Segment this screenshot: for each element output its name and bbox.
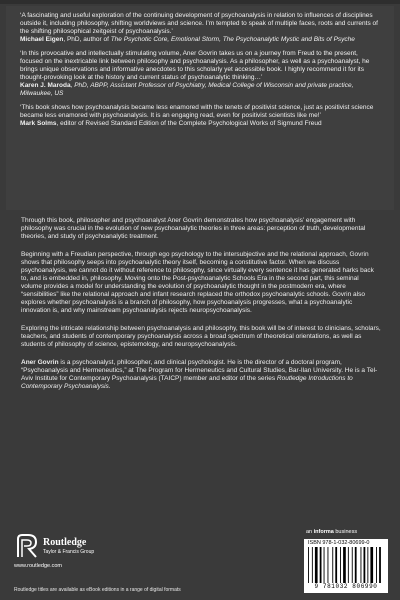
footer: [0, 527, 400, 600]
barcode-icon: [308, 547, 384, 583]
informa-prefix: an: [306, 529, 314, 535]
publisher-name: Routledge: [43, 537, 87, 548]
author-bio: [21, 359, 381, 391]
bio-text: is a psychoanalyst, philosopher, and clinical psychologist. He is the director of a doctoral program, “Psychoanalysis and Hermeneutics,” at The Program for Hermeneutics and Cultural Studies, Bar-Ilan University. He is a Tel-Aviv Institute for Contemporary Psychoanalysis (TAICP) member and editor of the series: [21, 359, 378, 382]
quote-attribution: [20, 120, 380, 128]
quote-author: Michael Eigen: [20, 36, 64, 43]
description-paragraph: Beginning with a Freudian perspective, through ego psychology to the intersubjective and the relational approach, Govrin shows that philosophy seeps into psychoanalytic theory itself, becoming a constitutive factor. When we discuss psychoanalysis, we cannot do it without reference to philosophy, since virtually every sentence it has generated harks back to, and is embedded in, philosophy. Moving onto the Post-psychoanalytic Schools Era in the second part, this seminal volume provides a model for understanding the evolution of psychoanalytic thought in the postmodern era, where “sensibilities” like the relational approach and infant research replaced the orthodox psychoanalytic schools. Govrin also explores whether psychoanalysis is a branch of philosophy, how psychoanalysis progresses, what a psychoanalytic innovation is, and why mainstream psychoanalysis rejects neuropsychoanalysis.: [21, 251, 374, 314]
informa-suffix: business: [333, 529, 358, 535]
quote-credential: , editor of Revised Standard Edition of the Complete Psychological Works of Sigmund Freud: [56, 120, 322, 127]
quote-text: ‘A fascinating and useful exploration of the continuing development of psychoanalysis in relation to influences of disciplines outside it, including philosophy, shifting worldviews and science. I’m tempted to speak of multiple faces, roots and currents of the shifting philosophical zeitgeist of psychoanalysis.’: [20, 12, 378, 35]
quote-attribution: [20, 82, 380, 98]
bio-end: .: [108, 383, 111, 390]
publisher-subtitle: Taylor & Francis Group: [43, 549, 95, 555]
quote-credential: , PhD, ABPP, Assistant Professor of Psychiatry, Medical College of Wisconsin and private practice, Milwaukee, US: [20, 82, 354, 97]
ebook-note: Routledge titles are available as eBook editions in a range of digital formats: [14, 587, 181, 593]
description-paragraph: Through this book, philosopher and psychoanalyst Aner Govrin demonstrates how psychoanalysis’ engagement with philosophy was crucial in the evolution of new psychoanalytic theories in three areas: perception of truth, developmental theories, and study of psychoanalytic treatment.: [21, 217, 366, 240]
author-name: Aner Govrin: [21, 359, 59, 366]
quote-author: Karen J. Maroda: [20, 82, 71, 89]
barcode-box: [304, 539, 388, 593]
description-paragraph: Exploring the intricate relationship between psychoanalysis and philosophy, this book will be of interest to clinicians, scholars, teachers, and students of contemporary psychoanalysis across a broad spectrum of theoretical orientations, as well as students of philosophy of science, epistemology, and neuropsychoanalysis.: [21, 325, 381, 348]
series-title: Routledge Introductions to Contemporary Psychoanalysis: [21, 375, 353, 390]
quote-credential: , PhD, author of: [63, 36, 111, 43]
quote-text: ‘In this provocative and intellectually stimulating volume, Aner Govrin takes us on a journey from Freud to the present, focused on the inextricable link between philosophy and psychoanalysis. As a philosopher, as well as a psychoanalyst, he brings unique observations and informative anecdotes to this scholarly yet accessible book. I highly recommend it for its thought-provoking look at the history and current status of psychoanalytic thinking…’: [20, 50, 370, 81]
quote-text: ‘This book shows how psychoanalysis became less enamored with the tenets of positivist science, just as positivist science became less enamored with psychoanalysis. It is an engaging read, even for positivist scientists like me!’: [20, 104, 374, 119]
barcode-number: 9 781032 806990: [314, 583, 378, 590]
endorsement-quote: [20, 50, 380, 98]
informa-brand: informa: [313, 529, 334, 535]
endorsements-box: [6, 6, 394, 210]
quote-works: The Psychotic Core, Emotional Storm, The Psychoanalytic Mystic and Bits of Psyche: [110, 36, 355, 43]
isbn-label: ISBN 978-1-032-80699-0: [308, 540, 370, 546]
top-strip: [0, 0, 400, 4]
publisher-logo: [14, 533, 134, 559]
endorsement-quote: [20, 104, 380, 128]
endorsement-quote: [20, 12, 380, 44]
quote-author: Mark Solms: [20, 120, 57, 127]
publisher-website: www.routledge.com: [14, 563, 62, 569]
informa-business: [306, 529, 357, 535]
quote-attribution: [20, 36, 380, 44]
description: [21, 217, 381, 401]
routledge-logo-icon: [14, 533, 40, 559]
